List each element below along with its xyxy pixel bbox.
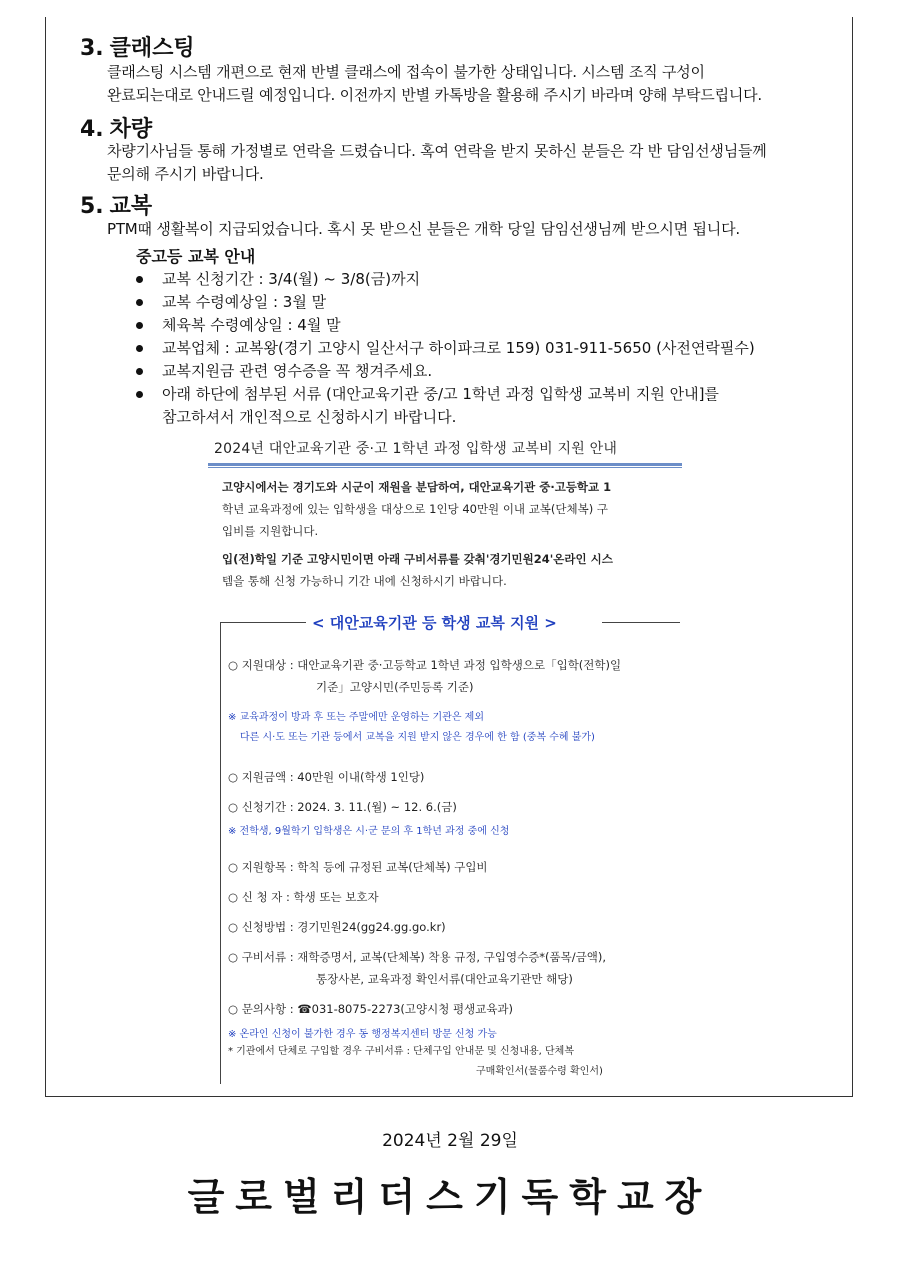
item-scope: ○ 지원항목 : 학칙 등에 규정된 교복(단체복) 구입비 xyxy=(228,860,488,874)
box-header xyxy=(220,612,680,632)
notice-title: 2024년 대안교육기관 중·고 1학년 과정 입학생 교복비 지원 안내 xyxy=(214,441,618,457)
item-applicant: ○ 신 청 자 : 학생 또는 보호자 xyxy=(228,890,379,904)
notice-intro-2: 입(전)학일 기준 고양시민이면 아래 구비서류를 갖춰'경기민원24'온라인 시스 템을 통해 신청 가능하니 기간 내에 신청하시기 바랍니다. xyxy=(222,552,613,588)
box-title: < 대안교육기관 등 학생 교복 지원 > xyxy=(312,614,557,632)
notice-intro-1: 고양시에서는 경기도와 시군이 재원을 분담하여, 대안교육기관 중·고등학교 1 학년 교육과정에 있는 입학생을 대상으로 1인당 40만원 이내 교복(단체복) 구 입비를 지원합니다. xyxy=(222,480,612,538)
item-period: ○ 신청기간 : 2024. 3. 11.(월) ~ 12. 6.(금) xyxy=(228,800,457,814)
uniform-subheading: 중고등 교복 안내 xyxy=(136,247,256,266)
item-contact: ○ 문의사항 : ☎031-8075-2273(고양시청 평생교육과) xyxy=(228,1002,514,1016)
section-4-body: 차량기사님들 통해 가정별로 연락을 드렸습니다. 혹여 연락을 받지 못하신 분들은 각 반 담임선생님들께 문의해 주시기 바랍니다. xyxy=(107,142,767,183)
item-method: ○ 신청방법 : 경기민원24(gg24.gg.go.kr) xyxy=(228,920,446,934)
section-3-heading: 3. 클래스팅 xyxy=(80,36,195,61)
item-amount: ○ 지원금액 : 40만원 이내(학생 1인당) xyxy=(228,770,425,784)
item-contact-note: ※ 온라인 신청이 불가한 경우 동 행정복지센터 방문 신청 가능 xyxy=(228,1029,497,1040)
title-rule xyxy=(208,467,682,468)
section-3-body: 클래스팅 시스템 개편으로 현재 반별 클래스에 접속이 불가한 상태입니다. 시스템 조직 구성이 완료되는대로 안내드릴 예정입니다. 이전까지 반별 카톡방을 활용해 주시기 바라며 양해 부탁드립니다. xyxy=(107,63,763,104)
school-signature: 글로벌리더스기독학교장 xyxy=(187,1175,713,1219)
item-target-note: ※ 교육과정이 방과 후 또는 주말에만 운영하는 기관은 제외 다른 시·도 또는 기관 등에서 교복을 지원 받지 않은 경우에 한 함 (중복 수혜 불가) xyxy=(228,712,595,743)
item-target: ○ 지원대상 : 대안교육기관 중·고등학교 1학년 과정 입학생으로「입학(전학)일 기준」고양시민(주민등록 기준) xyxy=(228,658,622,694)
box-left-border xyxy=(220,622,221,1084)
section-4-heading: 4. 차량 xyxy=(80,117,153,142)
item-footnote: * 기관에서 단체로 구입할 경우 구비서류 : 단체구입 안내문 및 신청내용, 단체복 구매확인서(물품수령 확인서) xyxy=(228,1046,603,1077)
section-5-body: PTM때 생활복이 지급되었습니다. 혹시 못 받으신 분들은 개학 당일 담임선생님께 받으시면 됩니다. xyxy=(107,220,740,238)
issue-date: 2024년 2월 29일 xyxy=(382,1131,518,1151)
title-rule xyxy=(208,463,682,466)
section-5-heading: 5. 교복 xyxy=(80,194,153,219)
item-period-note: ※ 전학생, 9월학기 입학생은 시·군 문의 후 1학년 과정 중에 신청 xyxy=(228,826,510,837)
item-docs: ○ 구비서류 : 재학증명서, 교복(단체복) 착용 규정, 구입영수증*(품목/금액), 통장사본, 교육과정 확인서류(대안교육기관만 해당) xyxy=(228,950,606,986)
uniform-support-notice xyxy=(208,432,686,1084)
